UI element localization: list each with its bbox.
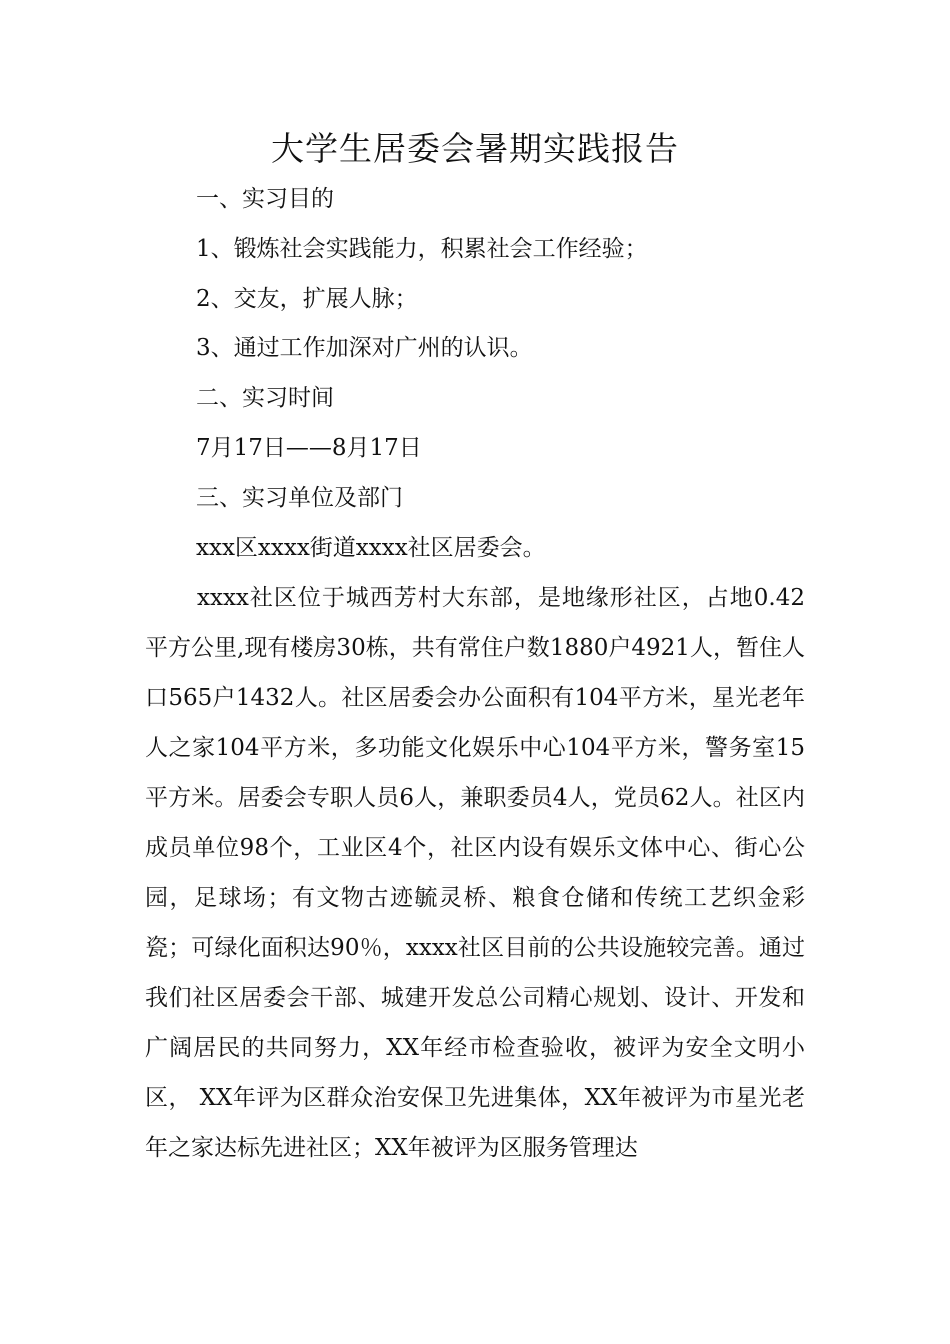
purpose-item-3: 3、通过工作加深对广州的认识。 [196,335,533,361]
internship-unit: xxx区xxxx街道xxxx社区居委会。 [196,535,546,561]
purpose-item-2: 2、交友，扩展人脉； [196,286,418,312]
purpose-item-1: 1、锻炼社会实践能力，积累社会工作经验； [196,236,648,262]
community-description-paragraph: xxxx社区位于城西芳村大东部，是地缘形社区，占地0.42平方公里,现有楼房30栋，共有常住户数1880户4921人，暂住人口565户1432人。社区居委会办公面积有104平方米，星光老年人之家104平方米，多功能文化娱乐中心104平方米，警务室15平方米。居委会专职人员6人，兼职委员4人，党员62人。社区内成员单位98个，工业区4个，社区内设有娱乐文体中心、街心公园，足球场；有文物古迹毓灵桥、粮食仓储和传统工艺织金彩瓷；可绿化面积达90％，xxxx社区目前的公共设施较完善。通过我们社区居委会干部、城建开发总公司精心规划、设计、开发和广阔居民的共同努力，XX年经市检查验收，被评为安全文明小区， XX年评为区群众治安保卫先进集体，XX年被评为市星光老年之家达标先进社区；XX年被评为区服务管理达 [145,585,805,1161]
internship-dates: 7月17日——8月17日 [196,435,422,461]
section-heading-time: 二、实习时间 [196,385,334,411]
section-heading-unit: 三、实习单位及部门 [196,485,403,511]
document-title: 大学生居委会暑期实践报告 [271,129,679,168]
section-heading-purpose: 一、实习目的 [196,186,334,212]
